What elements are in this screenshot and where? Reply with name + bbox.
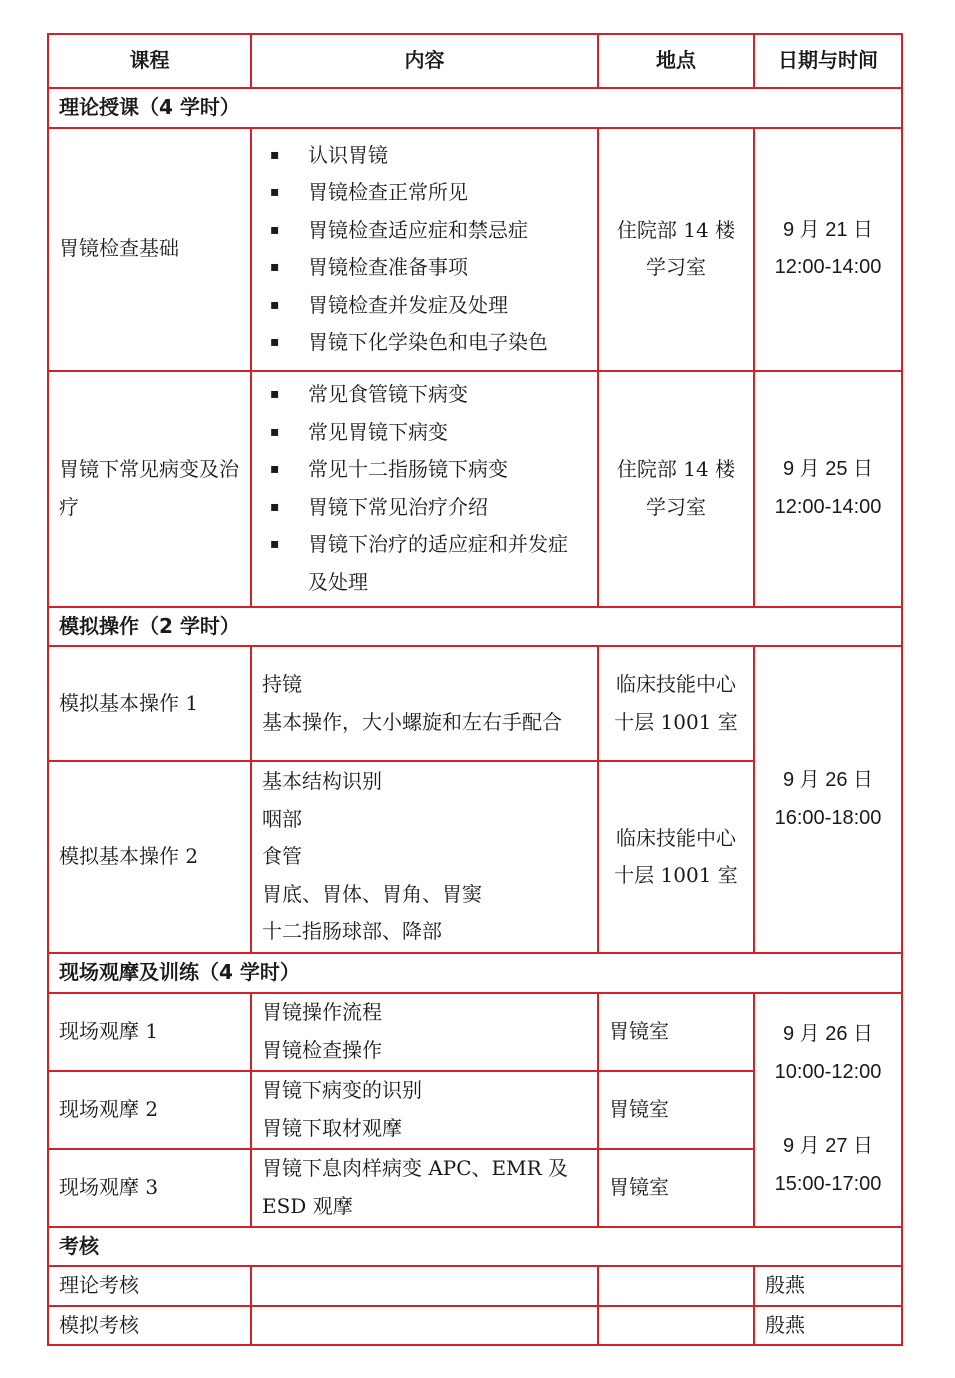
course-name: 现场观摩 2 bbox=[48, 1071, 251, 1149]
examiner-cell: 殷燕 bbox=[754, 1266, 902, 1306]
content-cell: 持镜 基本操作，大小螺旋和左右手配合 bbox=[251, 646, 598, 761]
content-cell bbox=[251, 1306, 598, 1346]
header-course: 课程 bbox=[48, 34, 251, 88]
location-cell: 住院部 14 楼 学习室 bbox=[598, 371, 754, 607]
location-cell: 胃镜室 bbox=[598, 993, 754, 1071]
location-cell: 临床技能中心 十层 1001 室 bbox=[598, 646, 754, 761]
header-location: 地点 bbox=[598, 34, 754, 88]
content-cell bbox=[251, 371, 598, 607]
course-name: 理论考核 bbox=[48, 1266, 251, 1306]
course-name: 胃镜检查基础 bbox=[48, 128, 251, 371]
list-item: ▪ 胃镜下常见治疗介绍 bbox=[262, 489, 587, 527]
location-cell: 胃镜室 bbox=[598, 1149, 754, 1227]
section-row-theory bbox=[48, 88, 902, 128]
section-row-sim bbox=[48, 607, 902, 647]
list-item: ▪ 认识胃镜 bbox=[262, 137, 587, 175]
course-name: 现场观摩 3 bbox=[48, 1149, 251, 1227]
bullet-icon: ▪ bbox=[270, 461, 280, 477]
section-row-field bbox=[48, 953, 902, 993]
list-item: ▪ 胃镜下化学染色和电子染色 bbox=[262, 324, 587, 362]
bullet-icon: ▪ bbox=[270, 259, 280, 275]
examiner-cell: 殷燕 bbox=[754, 1306, 902, 1346]
list-item: ▪ 常见十二指肠镜下病变 bbox=[262, 451, 587, 489]
bullet-icon: ▪ bbox=[270, 386, 280, 402]
list-item: ▪ 胃镜下治疗的适应症和并发症及处理 bbox=[262, 526, 587, 601]
table-row bbox=[48, 1306, 902, 1346]
list-item: ▪ 常见食管镜下病变 bbox=[262, 376, 587, 414]
bullet-icon: ▪ bbox=[270, 498, 280, 515]
header-datetime: 日期与时间 bbox=[754, 34, 902, 88]
bullet-icon: ▪ bbox=[270, 221, 280, 238]
list-item: ▪ 常见胃镜下病变 bbox=[262, 414, 587, 452]
table-row bbox=[48, 1266, 902, 1306]
section-title: 理论授课（4 学时） bbox=[48, 88, 902, 128]
bullet-icon: ▪ bbox=[270, 536, 280, 552]
table-row bbox=[48, 646, 902, 761]
bullet-icon: ▪ bbox=[270, 334, 280, 350]
course-name: 模拟基本操作 1 bbox=[48, 646, 251, 761]
course-name: 胃镜下常见病变及治疗 bbox=[48, 371, 251, 607]
course-name: 模拟考核 bbox=[48, 1306, 251, 1346]
location-cell bbox=[598, 1266, 754, 1306]
location-cell: 胃镜室 bbox=[598, 1071, 754, 1149]
bullet-icon: ▪ bbox=[270, 423, 280, 440]
table-row bbox=[48, 128, 902, 371]
date-cell: 9 月 21 日 12:00-14:00 bbox=[754, 128, 902, 371]
section-row-exam bbox=[48, 1227, 902, 1267]
list-item: ▪ 胃镜检查适应症和禁忌症 bbox=[262, 212, 587, 250]
table-row bbox=[48, 371, 902, 607]
section-title: 现场观摩及训练（4 学时） bbox=[48, 953, 902, 993]
content-cell: 胃镜下息肉样病变 APC、EMR 及 ESD 观摩 bbox=[251, 1149, 598, 1227]
course-name: 模拟基本操作 2 bbox=[48, 761, 251, 953]
section-title: 考核 bbox=[48, 1227, 902, 1267]
section-title: 模拟操作（2 学时） bbox=[48, 607, 902, 647]
date-cell: 9 月 26 日 16:00-18:00 bbox=[754, 646, 902, 953]
header-row bbox=[48, 34, 902, 88]
list-item: ▪ 胃镜检查准备事项 bbox=[262, 249, 587, 287]
list-item: ▪ 胃镜检查并发症及处理 bbox=[262, 287, 587, 325]
date-cell: 9 月 26 日 10:00-12:00 9 月 27 日 15:00-17:00 bbox=[754, 993, 902, 1227]
location-cell: 临床技能中心 十层 1001 室 bbox=[598, 761, 754, 953]
table-row bbox=[48, 993, 902, 1071]
course-name: 现场观摩 1 bbox=[48, 993, 251, 1071]
list-item: ▪ 胃镜检查正常所见 bbox=[262, 174, 587, 212]
content-cell bbox=[251, 128, 598, 371]
content-cell: 基本结构识别 咽部 食管 胃底、胃体、胃角、胃窦 十二指肠球部、降部 bbox=[251, 761, 598, 953]
location-cell bbox=[598, 1306, 754, 1346]
header-content: 内容 bbox=[251, 34, 598, 88]
content-cell bbox=[251, 1266, 598, 1306]
content-cell: 胃镜操作流程 胃镜检查操作 bbox=[251, 993, 598, 1071]
content-cell: 胃镜下病变的识别 胃镜下取材观摩 bbox=[251, 1071, 598, 1149]
schedule-table bbox=[47, 33, 903, 1346]
date-cell: 9 月 25 日 12:00-14:00 bbox=[754, 371, 902, 607]
location-cell: 住院部 14 楼 学习室 bbox=[598, 128, 754, 371]
bullet-icon: ▪ bbox=[270, 146, 280, 163]
bullet-icon: ▪ bbox=[270, 296, 280, 313]
bullet-icon: ▪ bbox=[270, 184, 280, 200]
